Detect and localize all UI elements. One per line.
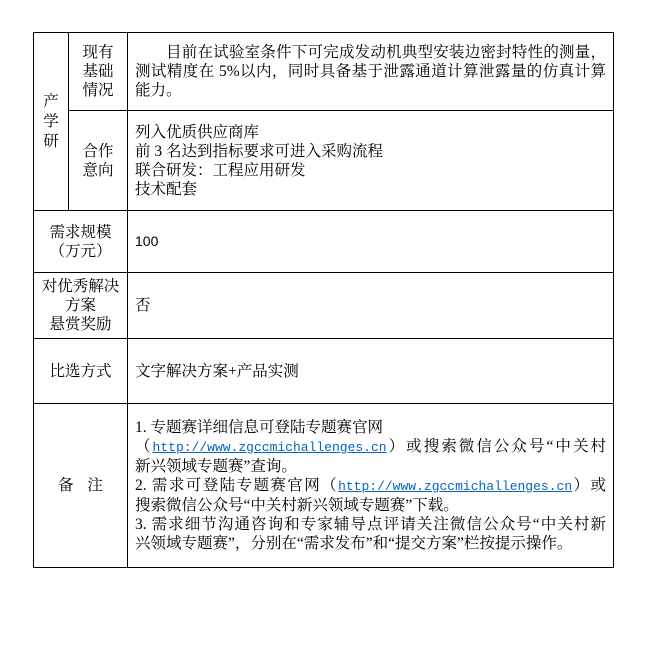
remark-text: ）或 [572,477,606,494]
existing-basis-cell [128,33,614,111]
selection-method-row [34,339,614,404]
reward-label: 对优秀解决方案 悬赏奖励 [41,278,120,333]
competition-website-link[interactable]: http://www.zgccmichallenges.cn [338,479,573,494]
reward-cell [128,273,614,339]
cooperation-intent-label-cell [69,111,128,211]
remark-line: 3. 需求细节沟通咨询和专家辅导点评请关注微信公众号“中关村新 [135,516,606,533]
reward-row [34,273,614,339]
cooperation-intent-label: 合作意向 [82,142,114,179]
section-label-cell [34,33,69,211]
remark-line: 新兴领域专题赛”查询。 [135,458,297,475]
selection-method-label-cell [34,339,128,404]
remarks-row [34,404,614,568]
remarks-label: 备 注 [58,477,103,494]
demand-scale-value: 100 [135,233,159,249]
cooperation-intent-item: 前 3 名达到指标要求可进入采购流程 [135,142,384,160]
existing-basis-label-cell [69,33,128,111]
cooperation-intent-cell [128,111,614,211]
selection-method-value: 文字解决方案+产品实测 [135,362,299,380]
remark-line [135,437,606,457]
selection-method-label: 比选方式 [49,362,112,380]
demand-scale-cell [128,211,614,273]
remark-line [135,476,606,496]
reward-value: 否 [135,297,151,314]
reward-label-cell [34,273,128,339]
cooperation-intent-item: 列入优质供应商库 [135,123,260,141]
competition-website-link[interactable]: http://www.zgccmichallenges.cn [152,440,387,455]
remark-line: 搜索微信公众号“中关村新兴领域专题赛”下载。 [135,497,459,514]
remark-line: 兴领域专题赛”，分别在“需求发布”和“提交方案”栏按提示操作。 [135,535,573,552]
remarks-label-cell [34,404,128,568]
remark-line: 1. 专题赛详细信息可登陆专题赛官网 [135,419,384,436]
selection-method-cell [128,339,614,404]
requirement-table [33,32,614,568]
remark-text: 2. 需求可登陆专题赛官网（ [135,477,339,494]
cooperation-intent-item: 技术配套 [135,180,198,198]
existing-basis-row [34,33,614,111]
existing-basis-text: 目前在试验室条件下可完成发动机典型安装边密封特性的测量，测试精度在 5%以内，同时具备基于泄露通道计算泄露量的仿真计算能力。 [135,44,606,99]
demand-scale-label-cell [34,211,128,273]
section-label: 产学研 [43,92,59,150]
remark-text: （ [135,438,153,455]
cooperation-intent-item: 联合研发：工程应用研发 [135,161,306,179]
existing-basis-label: 现有基础情况 [82,44,114,99]
remarks-cell [128,404,614,568]
demand-scale-label: 需求规模（万元） [49,223,112,260]
cooperation-intent-row [34,111,614,211]
remark-text: ）或搜索微信公众号“中关村 [386,438,606,455]
demand-scale-row [34,211,614,273]
